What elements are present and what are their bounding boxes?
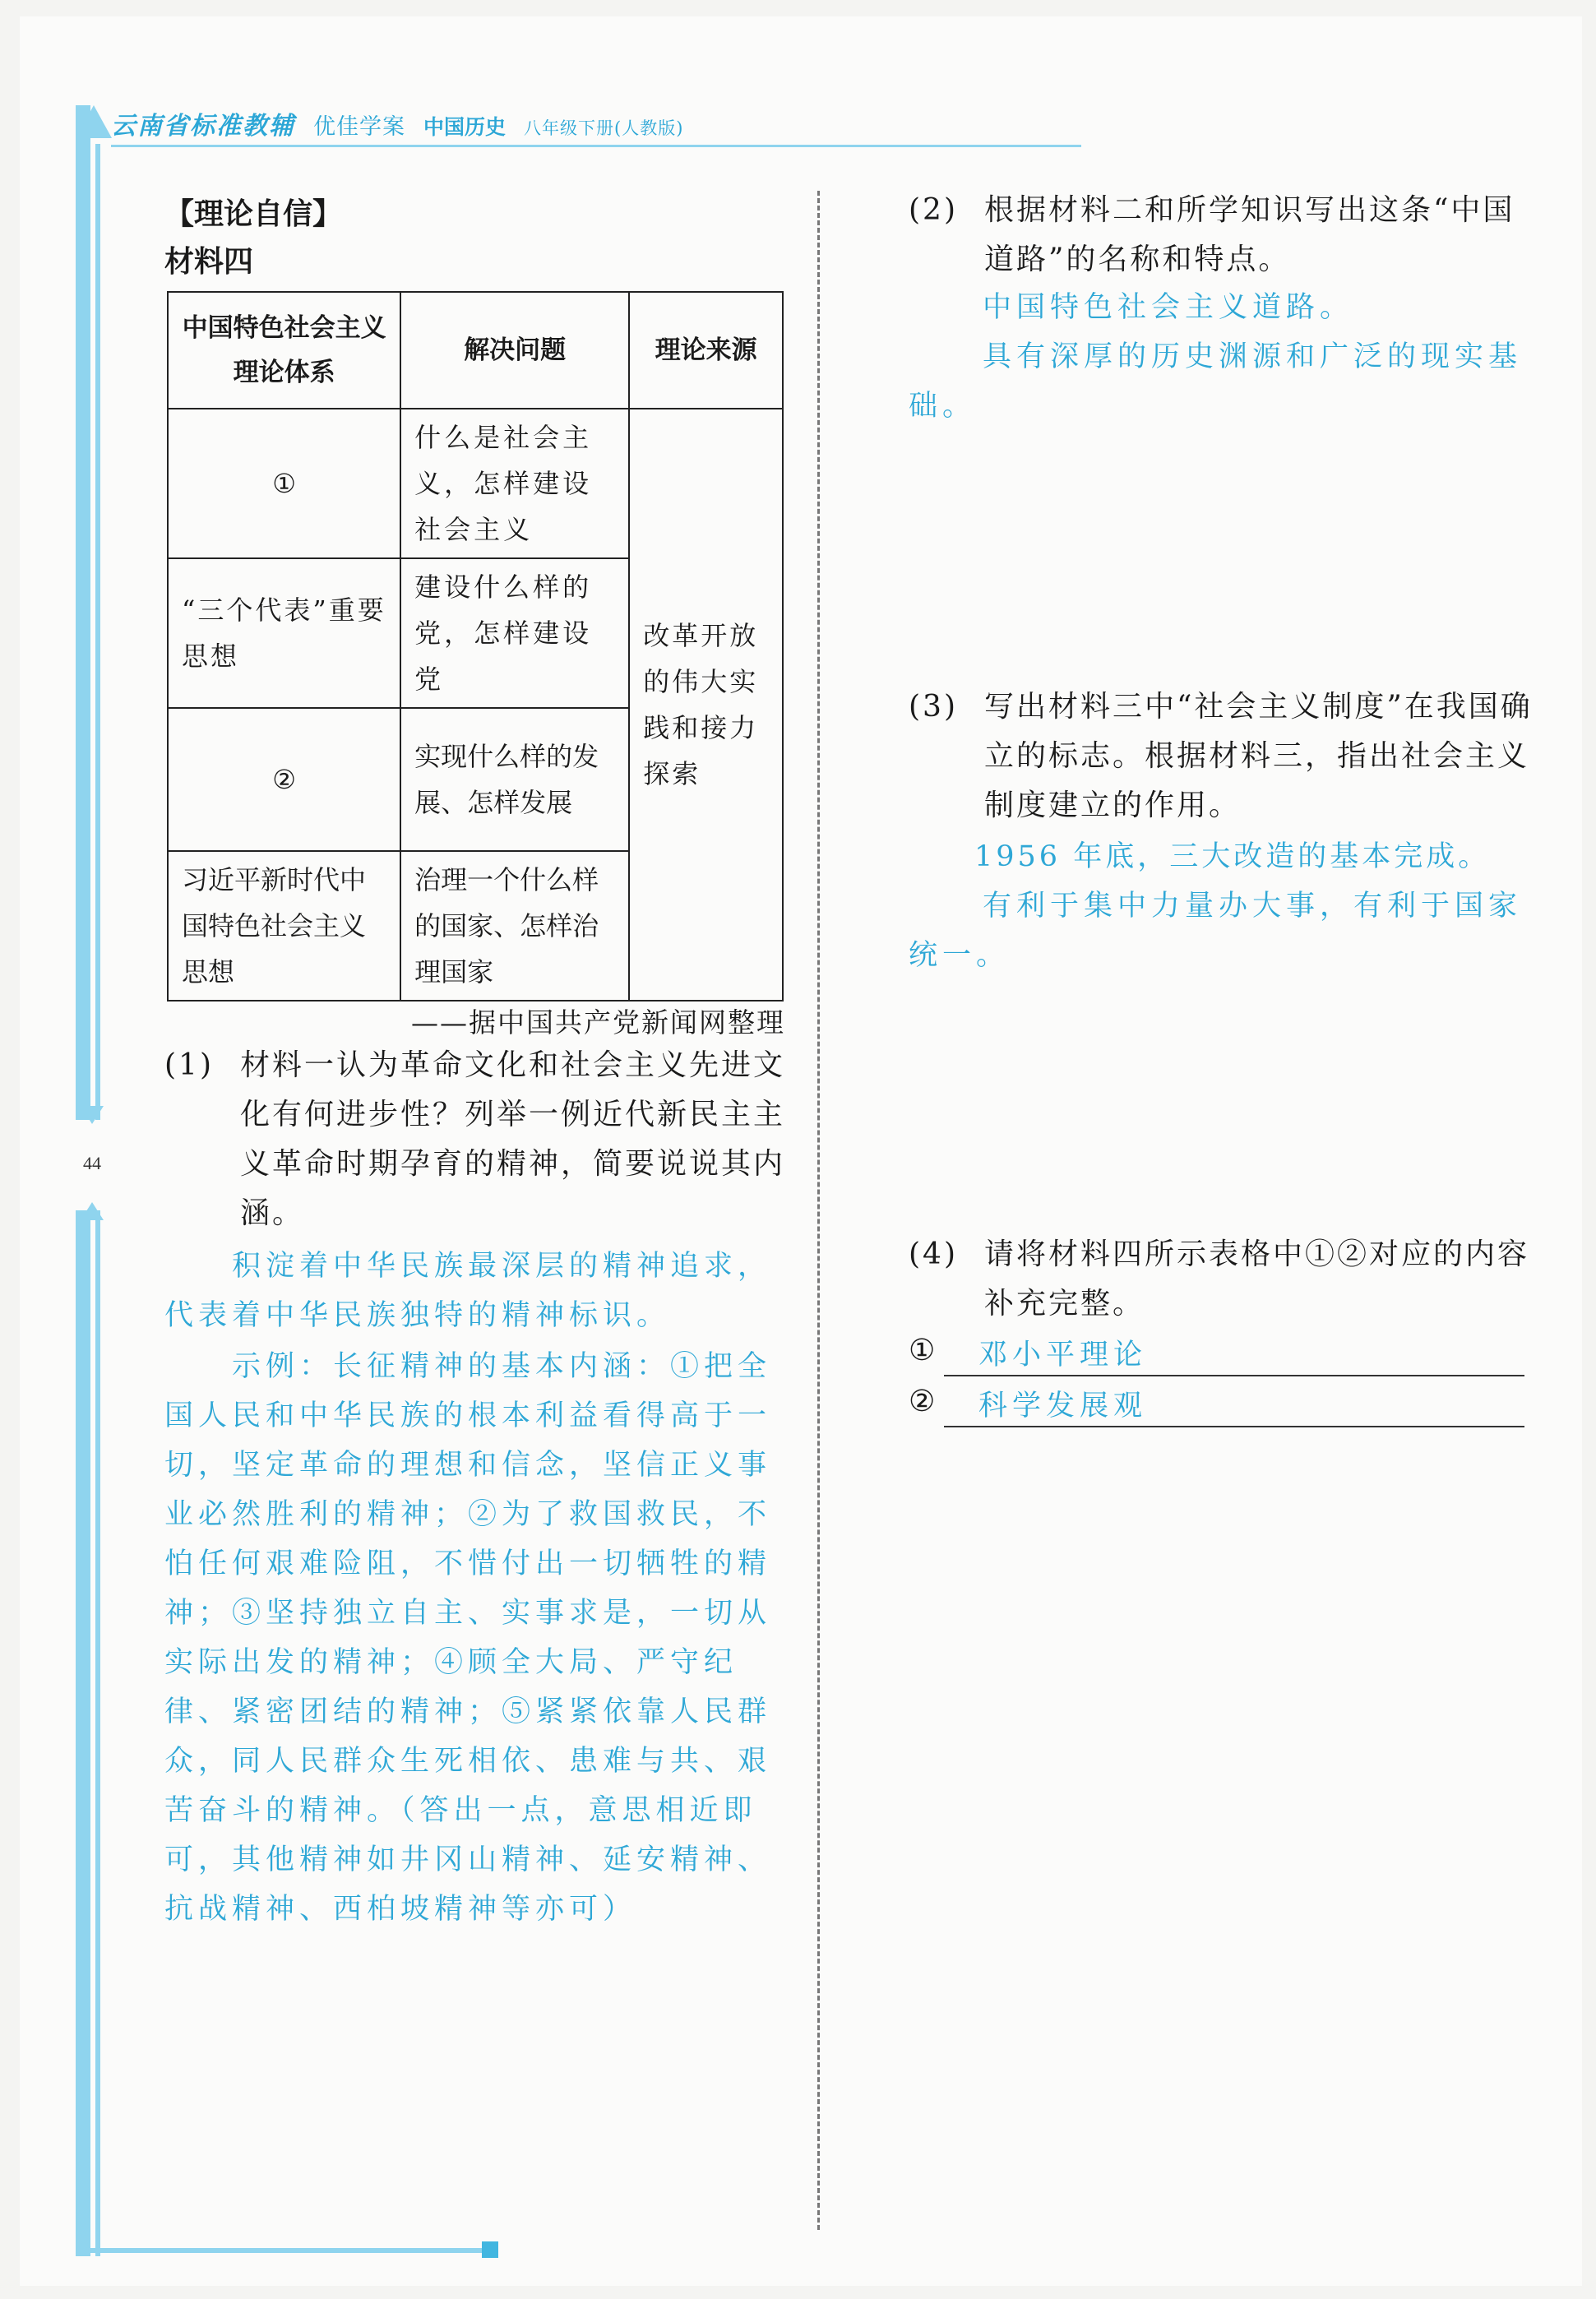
question-3 bbox=[909, 682, 1534, 830]
table-row bbox=[168, 851, 783, 1001]
table-cell: 实现什么样的发展、怎样发展 bbox=[400, 708, 629, 851]
answer-2a: 中国特色社会主义道路。 bbox=[983, 291, 1354, 324]
question-number: (3) bbox=[909, 690, 958, 724]
bottom-square-marker bbox=[482, 2241, 498, 2258]
table-header-cell: 中国特色社会主义理论体系 bbox=[168, 292, 400, 409]
question-text: 写出材料三中“社会主义制度”在我国确立的标志。根据材料三，指出社会主义制度建立的作用。 bbox=[984, 690, 1533, 822]
answer-3b: 有利于集中力量办大事，有利于国家统一。 bbox=[909, 890, 1523, 972]
table-header-cell: 解决问题 bbox=[400, 292, 629, 409]
header-grade: 八年级下册(人教版) bbox=[524, 118, 684, 138]
blank-label-2: ② bbox=[909, 1385, 936, 1418]
table-cell: 习近平新时代中国特色社会主义思想 bbox=[168, 851, 400, 1001]
section-title: 【理论自信】 bbox=[164, 197, 343, 231]
table-row bbox=[168, 409, 783, 558]
question-number: (1) bbox=[164, 1048, 214, 1082]
header-subject: 中国历史 bbox=[423, 115, 507, 139]
question-text: 材料一认为革命文化和社会主义先进文化有何进步性？列举一例近代新民主主义革命时期孕育的精神，简要说说其内涵。 bbox=[240, 1048, 786, 1230]
question-number: (4) bbox=[909, 1237, 958, 1271]
answer-1a: 积淀着中华民族最深层的精神追求，代表着中华民族独特的精神标识。 bbox=[164, 1250, 772, 1332]
table-cell-empty bbox=[629, 409, 783, 558]
table-cell: ① bbox=[168, 409, 400, 558]
bottom-bar bbox=[76, 2248, 493, 2253]
question-1 bbox=[164, 1041, 789, 1238]
table-cell-empty bbox=[629, 851, 783, 1001]
blank-underline-2 bbox=[944, 1426, 1524, 1427]
table-header-row bbox=[168, 292, 783, 409]
table-cell-source: 改革开放的伟大实践和接力探索 bbox=[629, 558, 783, 851]
material-table bbox=[167, 291, 784, 1001]
blank-underline-1 bbox=[944, 1375, 1524, 1376]
question-2 bbox=[909, 186, 1534, 284]
question-text: 根据材料二和所学知识写出这条“中国道路”的名称和特点。 bbox=[984, 193, 1515, 276]
material-title: 材料四 bbox=[164, 245, 254, 279]
table-cell: 建设什么样的党，怎样建设党 bbox=[400, 558, 629, 708]
margin-corner-marker bbox=[76, 105, 112, 138]
table-cell: ② bbox=[168, 708, 400, 851]
running-header bbox=[111, 105, 683, 143]
answer-3a: 1956 年底，三大改造的基本完成。 bbox=[974, 840, 1491, 873]
page-marker-bottom bbox=[81, 1202, 104, 1220]
question-text: 请将材料四所示表格中①②对应的内容补充完整。 bbox=[984, 1237, 1530, 1321]
question-4 bbox=[909, 1230, 1534, 1329]
question-number: (2) bbox=[909, 193, 958, 227]
header-series: 优佳学案 bbox=[313, 114, 405, 140]
page-marker-top bbox=[81, 1106, 104, 1124]
source-note: ——据中国共产党新闻网整理 bbox=[411, 1006, 785, 1038]
table-cell: 治理一个什么样的国家、怎样治理国家 bbox=[400, 851, 629, 1001]
table-header-cell: 理论来源 bbox=[629, 292, 783, 409]
answer-1b: 示例：长征精神的基本内涵：①把全国人民和中华民族的根本利益看得高于一切，坚定革命的理想和信念，坚信正义事业必然胜利的精神；②为了救国救民，不怕任何艰难险阻，不惜付出一切牺牲的精神；③坚持独立自主、实事求是，一切从实际出发的精神；④顾全大局、严守纪律、紧密团结的精神；⑤紧紧依靠人民群众，同人民群众生死相依、患难与共、艰苦奋斗的精神。（答出一点，意思相近即可，其他精神如井冈山精神、延安精神、抗战精神、西柏坡精神等亦可） bbox=[164, 1350, 772, 1926]
blank-answer-1: 邓小平理论 bbox=[978, 1339, 1148, 1372]
table-cell: “三个代表”重要思想 bbox=[168, 558, 400, 708]
header-brand: 云南省标准教辅 bbox=[111, 112, 295, 141]
table-row bbox=[168, 558, 783, 708]
header-rule bbox=[111, 145, 1081, 147]
blank-label-1: ① bbox=[909, 1334, 936, 1367]
answer-2b: 具有深厚的历史渊源和广泛的现实基础。 bbox=[909, 340, 1523, 423]
table-cell: 什么是社会主义，怎样建设社会主义 bbox=[400, 409, 629, 558]
blank-answer-2: 科学发展观 bbox=[978, 1390, 1148, 1422]
column-divider bbox=[817, 191, 820, 2230]
page-number: 44 bbox=[83, 1153, 101, 1173]
